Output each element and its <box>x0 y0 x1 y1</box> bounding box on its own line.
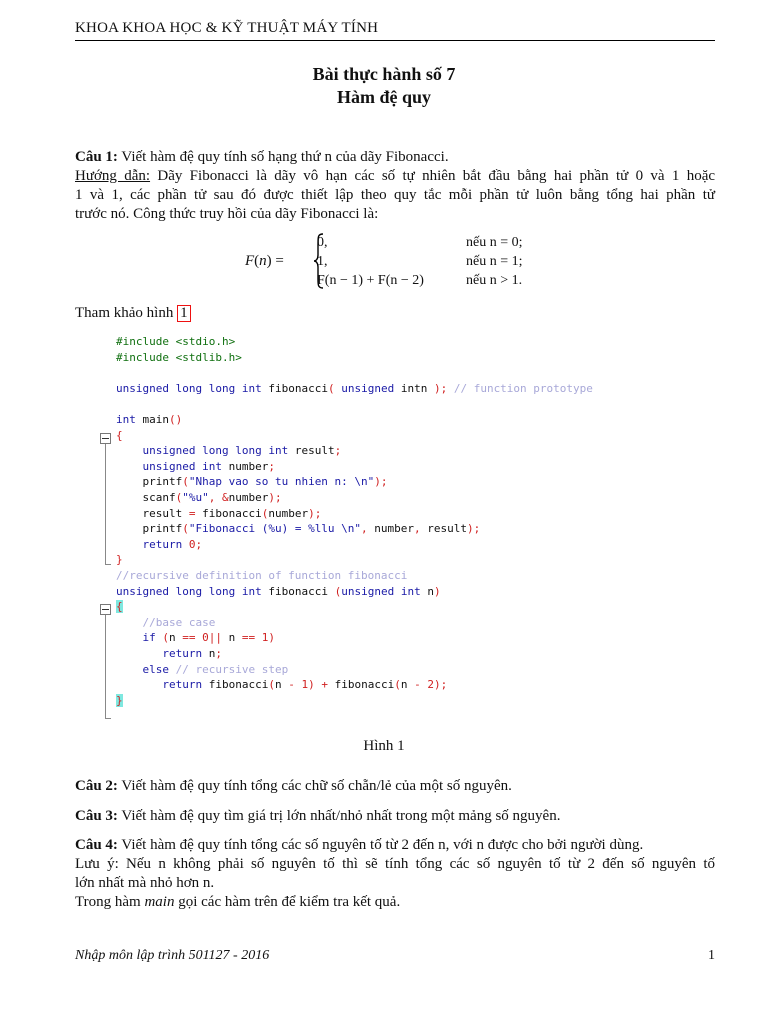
reference-text: Tham khảo hình <box>75 305 174 321</box>
code-line: } <box>116 693 123 707</box>
code-line: #include <stdlib.h> <box>116 350 242 364</box>
department-header: KHOA KHOA HỌC & KỸ THUẬT MÁY TÍNH <box>75 20 379 36</box>
code-line: unsigned long long int fibonacci (unsigned int n) <box>116 584 441 598</box>
code-line: unsigned int number; <box>142 459 275 473</box>
main-suffix: gọi các hàm trên để kiểm tra kết quả. <box>178 894 401 910</box>
case-condition-0: nếu n = 0; <box>466 235 523 250</box>
code-line: return fibonacci(n - 1) + fibonacci(n - 2); <box>162 678 448 692</box>
code-line: { <box>116 428 123 442</box>
case-value-2: F(n − 1) + F(n − 2) <box>317 273 424 288</box>
main-prefix: Trong hàm <box>75 894 141 910</box>
question-3 <box>75 807 715 826</box>
code-line: return n; <box>162 647 222 660</box>
fold-end-marker <box>105 564 111 565</box>
figure-link[interactable]: 1 <box>177 305 191 322</box>
question-2 <box>75 777 715 796</box>
code-line: int main() <box>116 413 183 426</box>
fold-toggle-icon[interactable] <box>100 433 111 444</box>
page-number: 1 <box>708 948 715 963</box>
q4-note-line-2: lớn nhất mà nhỏ hơn n. <box>75 875 215 891</box>
guide-line-1: Dãy Fibonacci là dãy vô hạn các số tự nhiên bắt đầu bằng hai phần tử 0 và 1 hoặc <box>157 168 716 184</box>
case-condition-1: nếu n = 1; <box>466 254 523 269</box>
question-1 <box>75 148 715 224</box>
main-word: main <box>144 894 175 910</box>
case-value-1: 1, <box>317 254 328 269</box>
fold-guide-fibonacci <box>105 610 106 718</box>
formula-n: n <box>259 253 267 269</box>
question-4 <box>75 836 715 912</box>
q4-note-line-1: Lưu ý: Nếu n không phải số nguyên tố thì sẽ tính tổng các số nguyên tố từ 2 đến số nguyên tố <box>75 856 715 872</box>
header-rule <box>75 40 715 41</box>
guide-line-2: 1 và 1, các phần tử sau đó được thiết lập theo quy tắc mỗi phần tử luôn bằng tổng hai phần tử <box>75 187 715 203</box>
lab-subtitle: Hàm đệ quy <box>336 87 432 107</box>
figure-reference <box>75 304 191 323</box>
code-line: scanf("%u", &number); <box>116 491 282 504</box>
code-line: result = fibonacci(number); <box>116 506 322 520</box>
code-line: { <box>116 600 123 614</box>
q1-text: Viết hàm đệ quy tính số hạng thứ n của dãy Fibonacci. <box>121 149 449 165</box>
guide-line-3: trước nó. Công thức truy hồi của dãy Fibonacci là: <box>75 206 379 222</box>
q3-text: Viết hàm đệ quy tìm giá trị lớn nhất/nhỏ nhất trong một mảng số nguyên. <box>121 808 561 824</box>
fold-guide-main <box>105 439 106 564</box>
code-line: return 0; <box>142 537 203 551</box>
case-value-0: 0, <box>317 235 328 250</box>
q4-label: Câu 4: <box>75 837 118 853</box>
formula-lhs <box>245 253 284 270</box>
code-line: else // recursive step <box>142 662 289 676</box>
code-line: //recursive definition of function fibonacci <box>116 569 408 582</box>
guide-label: Hướng dẫn: <box>75 168 151 184</box>
formula-f: F <box>245 253 255 269</box>
fold-end-marker <box>105 718 111 719</box>
q3-label: Câu 3: <box>75 808 118 824</box>
code-line: printf("Nhap vao so tu nhien n: \n"); <box>116 475 388 489</box>
code-line: #include <stdio.h> <box>116 335 236 348</box>
formula-close: ) = <box>266 253 284 269</box>
formula-open: ( <box>254 253 260 269</box>
code-listing <box>96 334 696 720</box>
code-line: //base case <box>142 615 216 629</box>
code-line: printf("Fibonacci (%u) = %llu \n", number, result); <box>116 522 481 536</box>
fibonacci-formula <box>245 232 565 294</box>
case-condition-2: nếu n > 1. <box>466 273 523 288</box>
code-line: unsigned long long int fibonacci( unsigned intn ); // function prototype <box>116 381 593 395</box>
footer-course: Nhập môn lập trình 501127 - 2016 <box>75 948 270 963</box>
q2-label: Câu 2: <box>75 778 118 794</box>
code-line: if (n == 0|| n == 1) <box>142 631 275 645</box>
q4-text: Viết hàm đệ quy tính tổng các số nguyên tố từ 2 đến n, với n được cho bởi người dùng. <box>121 837 644 853</box>
q1-label: Câu 1: <box>75 149 118 165</box>
lab-title: Bài thực hành số 7 <box>312 64 456 84</box>
q4-main-instruction <box>75 893 715 912</box>
code-line: } <box>116 553 123 567</box>
figure-caption: Hình 1 <box>363 738 405 754</box>
q2-text: Viết hàm đệ quy tính tổng các chữ số chẵn/lẻ của một số nguyên. <box>121 778 512 794</box>
fold-toggle-icon[interactable] <box>100 604 111 615</box>
code-line: unsigned long long int result; <box>142 444 342 458</box>
